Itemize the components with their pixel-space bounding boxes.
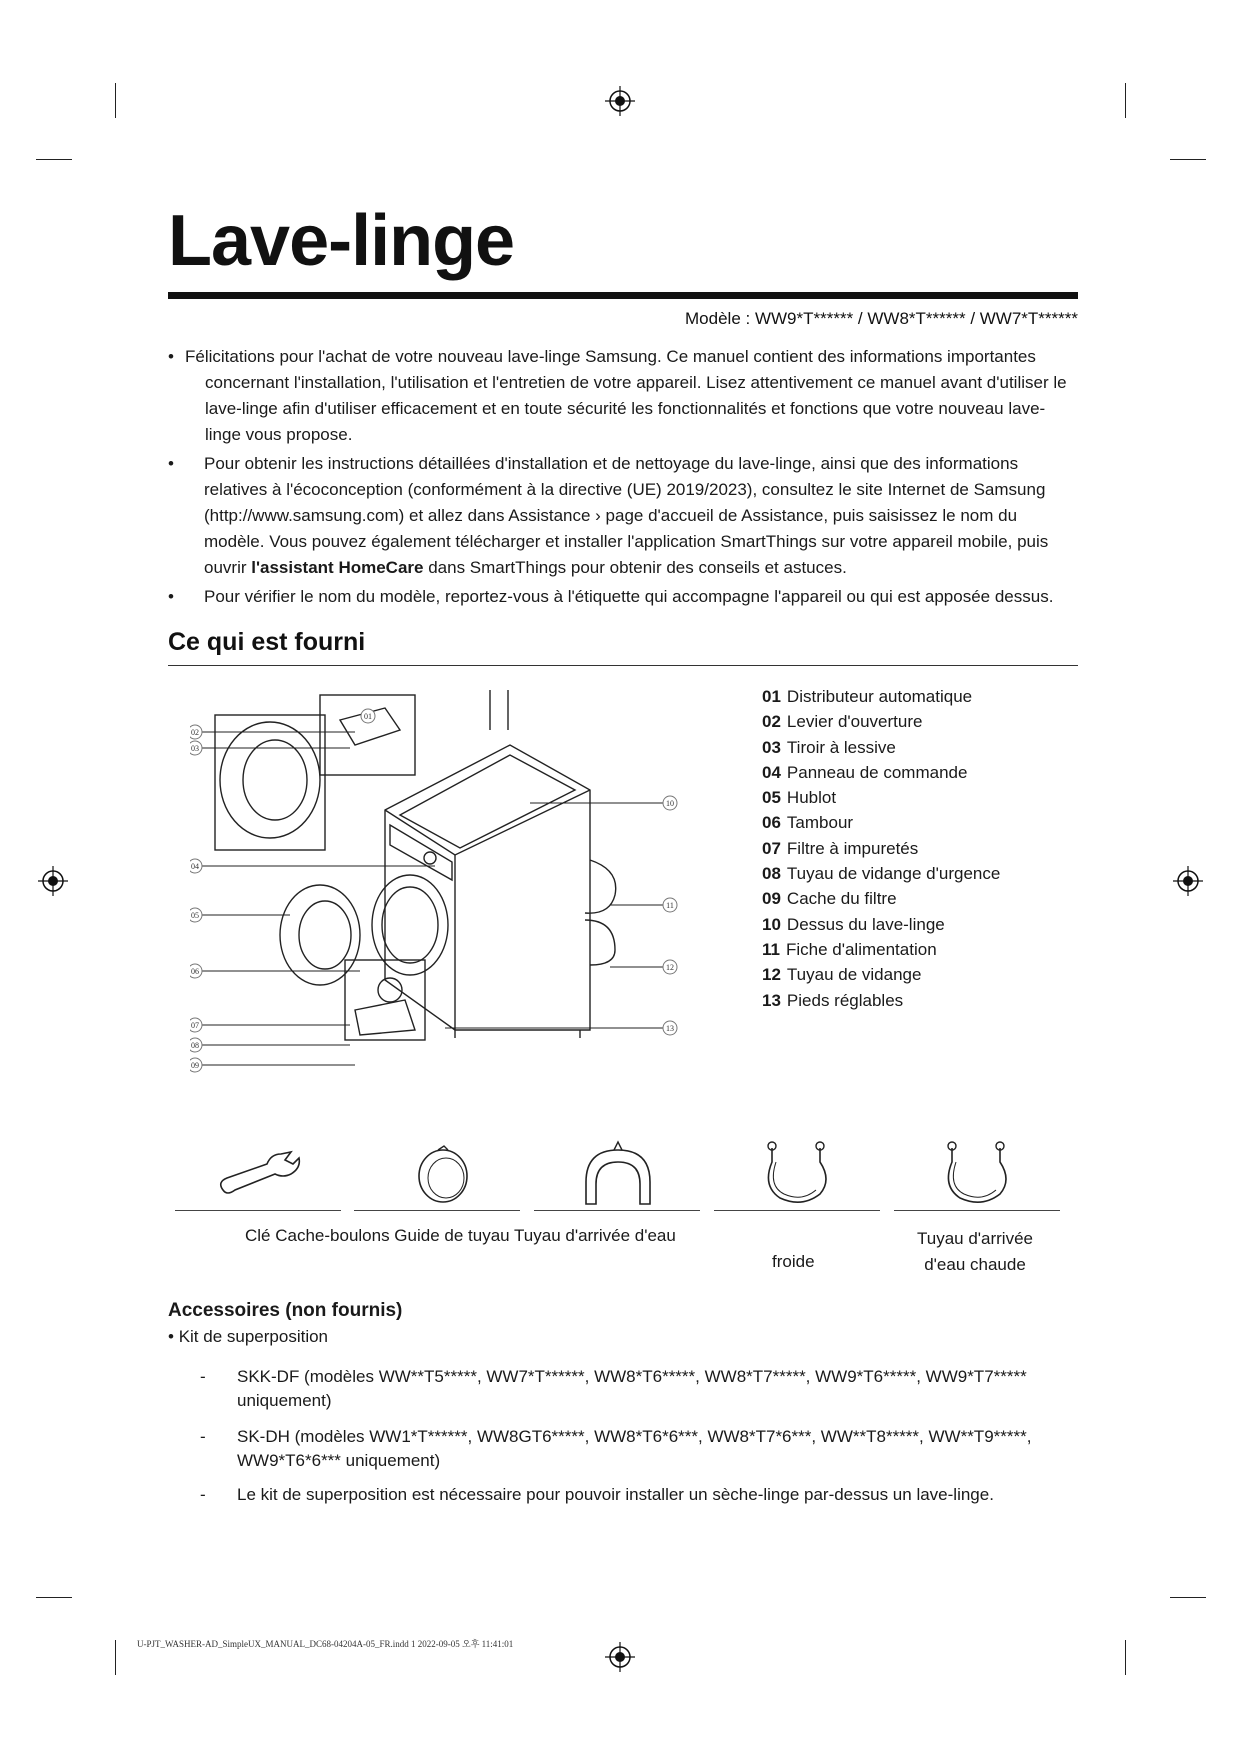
parts-item [762, 760, 1000, 785]
callout-label: 06 [191, 967, 199, 976]
accessory-rule [175, 1210, 341, 1211]
accessory-rule [534, 1210, 700, 1211]
callout-label: 07 [191, 1021, 199, 1030]
part-label: Fiche d'alimentation [785, 939, 937, 959]
parts-item [762, 709, 1000, 734]
parts-item [762, 836, 1000, 861]
callout-label: 13 [666, 1024, 674, 1033]
callout-badge [190, 1058, 202, 1072]
callout-label: 12 [666, 963, 674, 972]
callout-label: 10 [666, 799, 674, 808]
page-title: Lave-linge [168, 201, 515, 281]
part-number: 01 [762, 687, 781, 706]
callout-label: 02 [191, 728, 199, 737]
kit-label: Kit de superposition [178, 1327, 329, 1346]
callout-badge [190, 1038, 202, 1052]
parts-item [762, 988, 1000, 1013]
callout-badge [190, 741, 202, 755]
registration-mark-icon [605, 86, 635, 116]
parts-item [762, 962, 1000, 987]
bullet-dot: • [168, 1327, 179, 1346]
intro-p3: Pour vérifier le nom du modèle, reportez-vous à l'étiquette qui accompagne l'appareil ou qui est apposée dessus. [204, 587, 1054, 606]
part-label: Filtre à impuretés [786, 838, 919, 858]
registration-mark-icon [38, 866, 68, 896]
dash-marker: - [200, 1427, 206, 1446]
model-line: Modèle : WW9*T****** / WW8*T****** / WW7*T****** [685, 309, 1078, 328]
parts-item [762, 735, 1000, 760]
cold-water-hose-icon [758, 1140, 838, 1210]
washer-diagram [190, 690, 710, 1110]
part-label: Panneau de commande [786, 762, 968, 782]
not-supplied-heading: Accessoires (non fournis) [168, 1300, 403, 1321]
part-number: 07 [762, 838, 781, 858]
intro-p1-first: Félicitations pour l'achat de votre nouveau lave-linge Samsung. Ce manuel contient des informations importantes [185, 347, 1036, 366]
callout-label: 01 [364, 712, 372, 721]
parts-item [762, 684, 1000, 709]
intro-p2-bold: l'assistant HomeCare [251, 558, 424, 577]
kit-item [200, 1483, 1070, 1507]
part-number: 05 [762, 788, 781, 808]
part-label: Tiroir à lessive [786, 737, 896, 757]
hose-guide-icon [578, 1140, 658, 1210]
intro-p2-a: Pour obtenir les instructions détaillées d'installation et de nettoyage du lave-linge, ainsi que des informations relatives à l'écoconception (conformément à la directive (UE) 2019/2023), consultez le site Internet de Samsung (http://www.samsung.com) et allez dans Assistance › page d'accueil de Assistance, puis saisissez le nom du modèle. Vous pouvez également télécharger et installer l'application SmartThings sur votre appareil mobile, puis ouvrir [204, 454, 1049, 577]
wrench-icon [215, 1140, 305, 1210]
hot-water-hose-icon [938, 1140, 1018, 1210]
callout-label: 05 [191, 911, 199, 920]
registration-mark-icon [1173, 866, 1203, 896]
accessory-label-cold: froide [772, 1252, 815, 1271]
part-number: 04 [762, 762, 781, 782]
kit-item [200, 1365, 1070, 1413]
part-label: Distributeur automatique [786, 687, 973, 706]
callout-label: 04 [191, 862, 199, 871]
crop-mark [36, 1597, 72, 1598]
callout-label: 03 [191, 744, 199, 753]
callout-label: 08 [191, 1041, 199, 1050]
parts-item [762, 861, 1000, 886]
callout-badge [663, 960, 677, 974]
callout-badge [190, 908, 202, 922]
part-number: 13 [762, 990, 781, 1010]
part-label: Tuyau de vidange d'urgence [786, 864, 1001, 884]
part-label: Tuyau de vidange [786, 965, 922, 985]
part-number: 10 [762, 914, 781, 934]
crop-mark [115, 83, 116, 118]
crop-mark [1125, 1640, 1126, 1675]
part-number: 02 [762, 712, 781, 732]
accessory-rule [714, 1210, 880, 1211]
part-label: Cache du filtre [786, 889, 897, 909]
part-label: Dessus du lave-linge [786, 914, 945, 934]
callout-badge [663, 796, 677, 810]
parts-item [762, 785, 1000, 810]
crop-mark [36, 159, 72, 160]
parts-item [762, 810, 1000, 835]
accessory-rule [354, 1210, 520, 1211]
callout-badge [190, 964, 202, 978]
kit-item [200, 1425, 1070, 1473]
part-number: 11 [762, 939, 780, 959]
accessory-labels: Clé Cache-boulons Guide de tuyau Tuyau d'arrivée d'eau [245, 1226, 676, 1245]
registration-mark-icon [605, 1642, 635, 1672]
bullet-dot: • [168, 454, 174, 473]
part-number: 12 [762, 965, 781, 985]
accessory-rule [894, 1210, 1060, 1211]
not-supplied-kit [168, 1327, 328, 1347]
bullet-dot: • [168, 587, 174, 606]
crop-mark [115, 1640, 116, 1675]
part-label: Tambour [786, 813, 854, 833]
intro-p1-rest: concernant l'installation, l'utilisation et l'entretien de votre appareil. Lisez attentivement ce manuel avant d'utiliser le lave-linge afin d'utiliser efficacement et en toute sécurité les fonctionnalités et fonctions que votre nouveau lave-linge vous propose. [205, 373, 1067, 444]
accessory-label-hot: Tuyau d'arrivée d'eau chaude [916, 1229, 1033, 1274]
bolt-cap-icon [408, 1140, 478, 1210]
callout-badge [361, 709, 375, 723]
kit-item-text: SK-DH (modèles WW1*T******, WW8GT6*****, WW8*T6*6***, WW8*T7*6***, WW**T8*****, WW**T9*****, WW9*T6*6*** uniquement) [237, 1427, 1032, 1470]
parts-item [762, 937, 1000, 962]
callout-label: 11 [666, 901, 674, 910]
parts-list [762, 684, 1000, 1013]
title-rule [168, 292, 1078, 299]
part-label: Pieds réglables [786, 990, 904, 1010]
parts-item [762, 912, 1000, 937]
crop-mark [1125, 83, 1126, 118]
dash-marker: - [200, 1485, 206, 1504]
intro-bullet [168, 344, 1068, 448]
crop-mark [1170, 1597, 1206, 1598]
intro-p2-b: dans SmartThings pour obtenir des conseils et astuces. [423, 558, 847, 577]
section-heading: Ce qui est fourni [168, 628, 366, 656]
intro-list [168, 344, 1068, 613]
callout-badge [663, 1021, 677, 1035]
print-footer: U-PJT_WASHER-AD_SimpleUX_MANUAL_DC68-04204A-05_FR.indd 1 2022-09-05 오후 11:41:01 [137, 1639, 514, 1649]
callout-badge [190, 1018, 202, 1032]
part-label: Hublot [786, 788, 837, 808]
part-number: 08 [762, 864, 781, 884]
part-label: Levier d'ouverture [786, 712, 923, 732]
callout-label: 09 [191, 1061, 199, 1070]
parts-item [762, 886, 1000, 911]
kit-item-text: Le kit de superposition est nécessaire pour pouvoir installer un sèche-linge par-dessus un lave-linge. [237, 1485, 994, 1504]
intro-bullet [168, 451, 1068, 581]
section-rule [168, 665, 1078, 666]
crop-mark [1170, 159, 1206, 160]
callout-badge [190, 725, 202, 739]
part-number: 06 [762, 813, 781, 833]
dash-marker: - [200, 1367, 206, 1386]
kit-item-text: SKK-DF (modèles WW**T5*****, WW7*T******, WW8*T6*****, WW8*T7*****, WW9*T6*****, WW9*T7***** uniquement) [237, 1367, 1027, 1410]
callout-badge [190, 859, 202, 873]
callout-badge [663, 898, 677, 912]
part-number: 09 [762, 889, 781, 909]
part-number: 03 [762, 737, 781, 757]
bullet-dot: • [168, 347, 174, 366]
intro-bullet [168, 584, 1068, 610]
